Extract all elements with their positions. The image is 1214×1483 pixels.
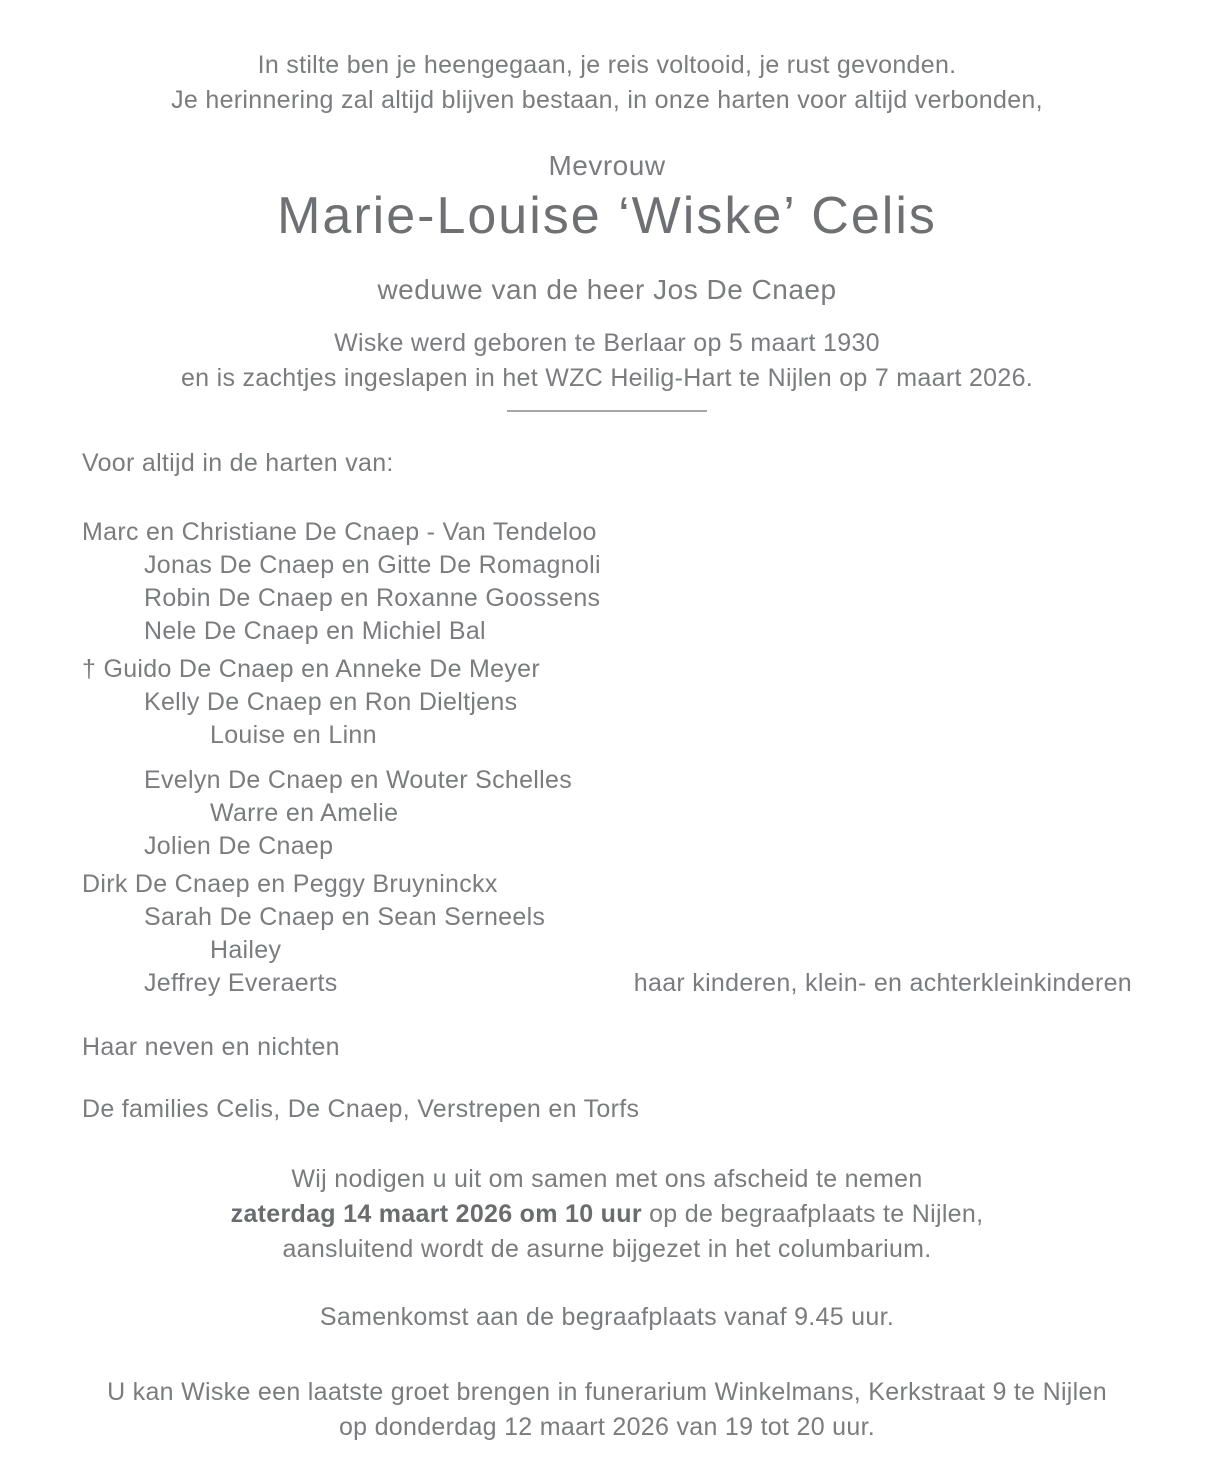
gathering-line: Samenkomst aan de begraafplaats vanaf 9.45 uur. (319, 1303, 895, 1331)
visitation-line-1: U kan Wiske een laatste groet brengen in funerarium Winkelmans, Kerkstraat 9 te Nijlen (107, 1378, 1107, 1406)
separator-rule (507, 410, 707, 412)
family-member: Marc en Christiane De Cnaep - Van Tendeloo (82, 518, 597, 546)
nephews-nieces-line: Haar neven en nichten (82, 1033, 340, 1061)
visitation-block (82, 1375, 1132, 1445)
life-dates (82, 326, 1132, 396)
invite-line-1: Wij nodigen u uit om samen met ons afscheid te nemen (291, 1165, 923, 1193)
ceremony-datetime: zaterdag 14 maart 2026 om 10 uur (230, 1200, 642, 1228)
families-line: De families Celis, De Cnaep, Verstrepen en Torfs (82, 1095, 640, 1123)
family-list (82, 516, 1132, 1000)
family-member: Jeffrey Everaerts (144, 969, 338, 997)
family-member: Jolien De Cnaep (144, 832, 334, 860)
family-intro: Voor altijd in de harten van: (82, 449, 394, 477)
deceased-name: Marie-Louise ‘Wiske’ Celis (277, 187, 937, 245)
visitation-line-2: op donderdag 12 maart 2026 van 19 tot 20 uur. (338, 1413, 876, 1441)
family-member: Nele De Cnaep en Michiel Bal (144, 617, 486, 645)
opening-quote (82, 48, 1132, 118)
family-member: Sarah De Cnaep en Sean Serneels (144, 903, 546, 931)
family-row-with-note (82, 967, 1132, 1000)
relation-line: weduwe van de heer Jos De Cnaep (377, 274, 837, 305)
invite-line-3: aansluitend wordt de asurne bijgezet in het columbarium. (282, 1235, 932, 1263)
death-line: en is zachtjes ingeslapen in het WZC Heilig-Hart te Nijlen op 7 maart 2026. (180, 364, 1034, 392)
honorific: Mevrouw (548, 150, 666, 181)
family-member: Kelly De Cnaep en Ron Dieltjens (144, 688, 518, 716)
family-member: Louise en Linn (210, 721, 377, 749)
quote-line-1: In stilte ben je heengegaan, je reis voltooid, je rust gevonden. (257, 51, 957, 79)
ceremony-location: op de begraafplaats te Nijlen, (641, 1200, 984, 1228)
invitation-block (82, 1162, 1132, 1267)
family-member: Evelyn De Cnaep en Wouter Schelles (144, 766, 573, 794)
family-member: † Guido De Cnaep en Anneke De Meyer (82, 655, 540, 683)
family-member: Robin De Cnaep en Roxanne Goossens (144, 584, 601, 612)
relatives-note: haar kinderen, klein- en achterkleinkinderen (633, 969, 1132, 997)
family-member: Warre en Amelie (210, 799, 399, 827)
invite-line-2 (82, 1197, 1132, 1232)
quote-line-2: Je herinnering zal altijd blijven bestaan, in onze harten voor altijd verbonden, (171, 86, 1043, 114)
family-member: Jonas De Cnaep en Gitte De Romagnoli (144, 551, 601, 579)
family-member: Dirk De Cnaep en Peggy Bruyninckx (82, 870, 498, 898)
family-member: Hailey (210, 936, 282, 964)
birth-line: Wiske werd geboren te Berlaar op 5 maart 1930 (334, 329, 880, 357)
